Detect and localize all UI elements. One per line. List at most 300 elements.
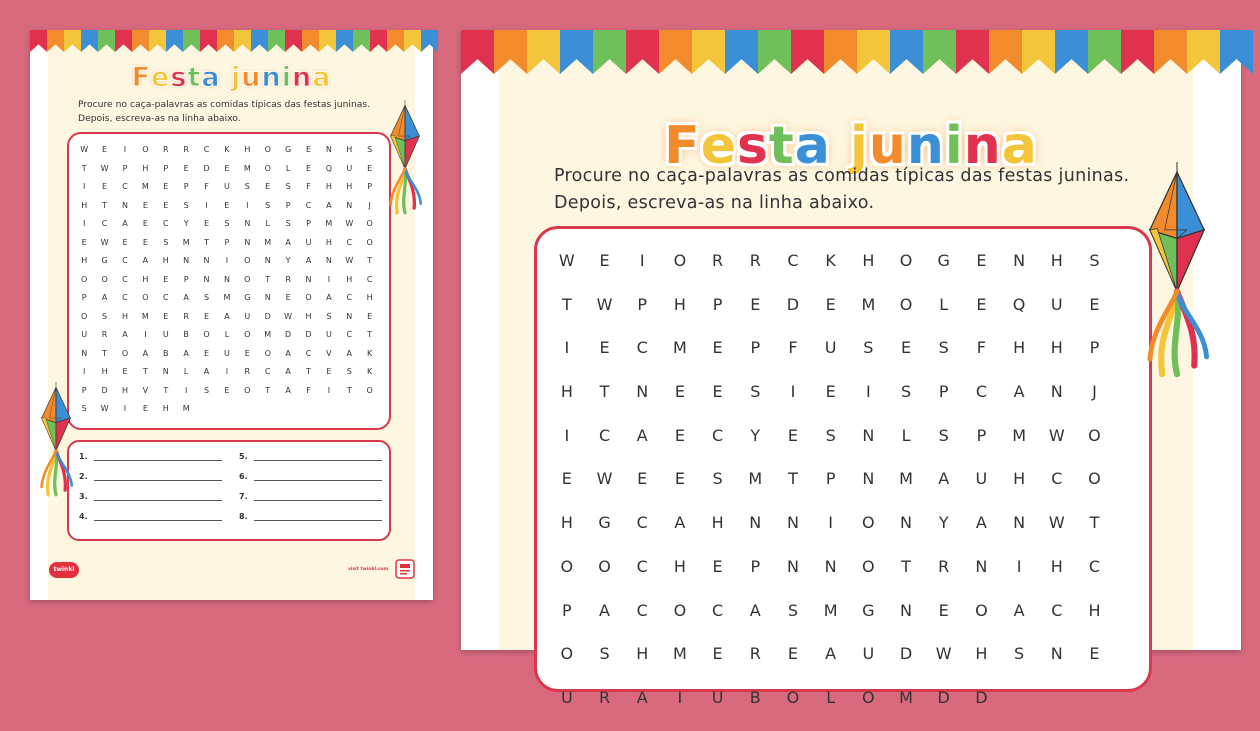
grid-letter[interactable]: H (560, 513, 573, 533)
grid-letter[interactable]: E (122, 367, 128, 376)
grid-letter[interactable]: P (562, 600, 572, 620)
grid-letter[interactable]: M (223, 293, 231, 302)
grid-letter[interactable]: H (1013, 469, 1026, 489)
grid-letter[interactable]: E (367, 163, 373, 173)
grid-letter[interactable]: R (712, 251, 724, 270)
grid-letter[interactable]: O (121, 348, 129, 358)
worksheet-thumbnail[interactable] (30, 30, 433, 600)
grid-letter[interactable]: C (203, 145, 210, 154)
grid-letter[interactable]: W (345, 219, 354, 228)
grid-letter[interactable]: L (826, 687, 836, 707)
grid-letter[interactable]: C (636, 556, 648, 576)
grid-letter[interactable]: D (101, 385, 108, 395)
grid-letter[interactable]: P (183, 274, 189, 284)
grid-letter[interactable]: W (345, 256, 354, 265)
answer-line[interactable] (239, 492, 382, 501)
grid-letter[interactable]: M (899, 687, 913, 707)
grid-letter[interactable]: E (142, 219, 148, 228)
grid-letter[interactable]: H (1088, 600, 1101, 620)
grid-letter[interactable]: A (285, 237, 291, 247)
grid-letter[interactable]: A (183, 293, 189, 302)
grid-letter[interactable]: A (101, 293, 108, 302)
grid-letter[interactable]: M (264, 237, 272, 247)
grid-letter[interactable]: F (306, 385, 311, 395)
grid-letter[interactable]: Y (285, 256, 291, 265)
grid-letter[interactable]: R (244, 367, 251, 376)
grid-letter[interactable]: C (1088, 556, 1101, 576)
grid-letter[interactable]: E (183, 163, 189, 173)
grid-letter[interactable]: H (162, 256, 169, 265)
grid-letter[interactable]: E (900, 338, 912, 358)
grid-letter[interactable]: E (204, 311, 210, 321)
grid-letter[interactable]: E (712, 338, 723, 358)
grid-letter[interactable]: U (162, 330, 169, 339)
grid-letter[interactable]: O (244, 256, 251, 265)
grid-letter[interactable]: S (224, 219, 230, 228)
grid-letter[interactable]: H (366, 293, 373, 302)
grid-letter[interactable]: T (306, 367, 311, 376)
grid-letter[interactable]: A (285, 385, 291, 395)
grid-letter[interactable]: I (564, 338, 570, 358)
grid-letter[interactable]: E (976, 294, 987, 314)
grid-letter[interactable]: D (937, 687, 950, 707)
grid-letter[interactable]: P (712, 294, 723, 314)
grid-letter[interactable]: Y (750, 425, 761, 445)
grid-letter[interactable]: D (899, 644, 913, 664)
grid-letter[interactable]: O (366, 219, 373, 228)
grid-letter[interactable]: E (102, 182, 108, 191)
grid-letter[interactable]: F (204, 182, 209, 191)
grid-letter[interactable]: A (224, 311, 230, 321)
grid-letter[interactable]: T (1089, 513, 1100, 533)
grid-letter[interactable]: A (674, 513, 686, 533)
grid-letter[interactable]: E (674, 425, 685, 445)
grid-letter[interactable]: T (163, 385, 169, 395)
grid-letter[interactable]: P (122, 163, 128, 173)
grid-letter[interactable]: I (327, 274, 331, 284)
grid-letter[interactable]: O (366, 237, 373, 247)
grid-letter[interactable]: M (673, 644, 687, 664)
grid-letter[interactable]: D (285, 330, 292, 339)
grid-letter[interactable]: C (122, 182, 128, 191)
grid-letter[interactable]: A (326, 293, 332, 302)
grid-letter[interactable]: S (326, 311, 332, 321)
grid-letter[interactable]: E (750, 294, 761, 314)
grid-letter[interactable]: P (81, 385, 87, 395)
grid-letter[interactable]: O (862, 513, 875, 533)
grid-letter[interactable]: K (367, 367, 373, 376)
grid-letter[interactable]: D (203, 163, 210, 173)
grid-letter[interactable]: P (81, 293, 87, 302)
grid-letter[interactable]: S (244, 182, 250, 191)
grid-letter[interactable]: I (205, 200, 208, 210)
grid-letter[interactable]: W (1048, 513, 1065, 533)
grid-letter[interactable]: G (862, 600, 875, 620)
grid-letter[interactable]: S (204, 385, 210, 395)
grid-letter[interactable]: E (265, 182, 271, 191)
grid-letter[interactable]: P (637, 294, 648, 314)
grid-letter[interactable]: W (1048, 425, 1065, 445)
grid-letter[interactable]: S (825, 425, 836, 445)
grid-letter[interactable]: M (141, 182, 149, 191)
grid-letter[interactable]: A (122, 330, 128, 339)
grid-letter[interactable]: I (83, 367, 86, 376)
grid-letter[interactable]: P (367, 182, 373, 191)
answer-line[interactable] (239, 472, 382, 481)
grid-letter[interactable]: U (244, 311, 251, 321)
grid-letter[interactable]: H (346, 182, 353, 191)
grid-letter[interactable]: F (976, 338, 986, 358)
grid-letter[interactable]: E (285, 293, 291, 302)
grid-letter[interactable]: C (975, 382, 987, 402)
grid-letter[interactable]: H (101, 367, 108, 376)
grid-letter[interactable]: E (1089, 644, 1100, 664)
grid-letter[interactable]: O (305, 293, 312, 302)
grid-letter[interactable]: K (224, 145, 230, 154)
grid-letter[interactable]: T (599, 382, 610, 402)
grid-letter[interactable]: T (204, 237, 209, 247)
grid-letter[interactable]: H (142, 274, 149, 284)
grid-letter[interactable]: T (102, 348, 108, 358)
grid-letter[interactable]: H (142, 163, 149, 173)
grid-letter[interactable]: E (163, 200, 169, 210)
grid-letter[interactable]: D (305, 330, 312, 339)
grid-letter[interactable]: I (83, 219, 86, 228)
grid-letter[interactable]: N (900, 513, 913, 533)
grid-letter[interactable]: E (122, 237, 128, 247)
grid-letter[interactable]: S (102, 311, 108, 321)
grid-letter[interactable]: O (264, 163, 271, 173)
grid-letter[interactable]: P (306, 219, 311, 228)
grid-letter[interactable]: I (184, 385, 188, 395)
grid-letter[interactable]: O (203, 330, 210, 339)
grid-letter[interactable]: N (244, 219, 251, 228)
grid-letter[interactable]: H (162, 404, 169, 413)
grid-letter[interactable]: I (123, 404, 127, 413)
grid-letter[interactable]: T (81, 163, 87, 173)
grid-letter[interactable]: H (121, 311, 128, 321)
grid-letter[interactable]: O (862, 687, 875, 707)
grid-letter[interactable]: I (639, 251, 645, 270)
grid-letter[interactable]: N (203, 256, 210, 265)
grid-letter[interactable]: H (346, 274, 353, 284)
grid-letter[interactable]: C (264, 367, 271, 376)
grid-letter[interactable]: C (305, 200, 312, 210)
grid-letter[interactable]: O (598, 556, 611, 576)
grid-letter[interactable]: E (787, 644, 799, 664)
grid-letter[interactable]: C (636, 513, 648, 533)
grid-letter[interactable]: O (899, 294, 913, 314)
grid-letter[interactable]: L (183, 367, 189, 376)
grid-letter[interactable]: C (122, 274, 128, 284)
grid-letter[interactable]: M (325, 219, 333, 228)
grid-letter[interactable]: B (749, 687, 761, 707)
grid-letter[interactable]: H (1050, 556, 1063, 576)
grid-letter[interactable]: E (674, 382, 685, 402)
grid-letter[interactable]: T (142, 367, 148, 376)
grid-letter[interactable]: T (265, 385, 271, 395)
grid-letter[interactable]: V (326, 348, 332, 358)
grid-letter[interactable]: M (182, 404, 190, 413)
grid-letter[interactable]: W (596, 469, 613, 489)
grid-letter[interactable]: E (224, 200, 230, 210)
grid-letter[interactable]: E (224, 163, 230, 173)
grid-letter[interactable]: E (787, 425, 799, 445)
grid-letter[interactable]: B (183, 330, 189, 339)
grid-letter[interactable]: O (264, 348, 271, 358)
grid-letter[interactable]: A (142, 348, 149, 358)
grid-letter[interactable]: T (561, 294, 572, 314)
grid-letter[interactable]: E (976, 251, 987, 270)
grid-letter[interactable]: G (285, 145, 292, 154)
grid-letter[interactable]: E (599, 338, 610, 358)
grid-letter[interactable]: E (825, 382, 836, 402)
grid-letter[interactable]: S (712, 469, 723, 489)
grid-letter[interactable]: O (673, 251, 687, 270)
grid-letter[interactable]: C (712, 600, 724, 620)
grid-letter[interactable]: S (1014, 644, 1025, 664)
grid-letter[interactable]: P (825, 469, 836, 489)
grid-letter[interactable]: H (1013, 338, 1026, 358)
grid-letter[interactable]: A (183, 348, 189, 358)
answer-underline[interactable] (254, 452, 382, 461)
grid-letter[interactable]: U (346, 163, 353, 173)
grid-letter[interactable]: I (225, 256, 229, 265)
grid-letter[interactable]: C (162, 293, 169, 302)
grid-letter[interactable]: W (596, 294, 613, 314)
grid-letter[interactable]: H (121, 385, 128, 395)
grid-letter[interactable]: M (899, 469, 913, 489)
grid-letter[interactable]: L (224, 330, 230, 339)
grid-letter[interactable]: R (598, 687, 611, 707)
grid-letter[interactable]: M (141, 311, 149, 321)
grid-letter[interactable]: H (673, 556, 686, 576)
grid-letter[interactable]: E (224, 385, 230, 395)
grid-letter[interactable]: L (901, 425, 911, 445)
grid-letter[interactable]: E (81, 237, 87, 247)
grid-letter[interactable]: O (673, 600, 687, 620)
grid-letter[interactable]: H (325, 182, 332, 191)
grid-letter[interactable]: O (1088, 425, 1101, 445)
grid-letter[interactable]: O (142, 145, 149, 154)
answer-underline[interactable] (254, 472, 382, 481)
grid-letter[interactable]: T (265, 274, 271, 284)
grid-letter[interactable]: O (81, 274, 88, 284)
grid-letter[interactable]: G (937, 251, 950, 270)
grid-letter[interactable]: E (244, 348, 250, 358)
grid-letter[interactable]: C (598, 425, 611, 445)
grid-letter[interactable]: P (750, 556, 761, 576)
grid-letter[interactable]: O (560, 556, 574, 576)
grid-letter[interactable]: I (225, 367, 229, 376)
grid-letter[interactable]: G (101, 256, 108, 265)
answer-line[interactable] (79, 512, 222, 521)
grid-letter[interactable]: E (142, 404, 148, 413)
grid-letter[interactable]: W (558, 251, 575, 270)
grid-letter[interactable]: C (787, 251, 799, 270)
grid-letter[interactable]: N (162, 367, 169, 376)
answer-underline[interactable] (94, 492, 222, 501)
grid-letter[interactable]: C (122, 256, 128, 265)
grid-letter[interactable]: E (204, 348, 210, 358)
grid-letter[interactable]: A (825, 644, 837, 664)
grid-letter[interactable]: A (636, 687, 648, 707)
grid-letter[interactable]: I (1016, 556, 1022, 576)
grid-letter[interactable]: W (100, 404, 109, 413)
grid-letter[interactable]: L (939, 294, 949, 314)
grid-letter[interactable]: N (1050, 644, 1063, 664)
worksheet-preview[interactable] (461, 30, 1241, 707)
grid-letter[interactable]: M (1012, 425, 1026, 445)
grid-letter[interactable]: A (1013, 600, 1025, 620)
grid-letter[interactable]: O (366, 385, 373, 395)
grid-letter[interactable]: M (823, 600, 838, 620)
grid-letter[interactable]: R (101, 330, 108, 339)
grid-letter[interactable]: S (599, 644, 610, 664)
grid-letter[interactable]: A (346, 348, 353, 358)
grid-letter[interactable]: A (326, 200, 332, 210)
grid-letter[interactable]: A (305, 256, 312, 265)
grid-letter[interactable]: C (162, 219, 169, 228)
grid-letter[interactable]: D (975, 687, 988, 707)
grid-letter[interactable]: L (285, 163, 291, 173)
answer-underline[interactable] (94, 452, 222, 461)
grid-letter[interactable]: S (163, 237, 169, 247)
answer-underline[interactable] (94, 512, 222, 521)
grid-letter[interactable]: U (560, 687, 573, 707)
grid-letter[interactable]: S (863, 338, 874, 358)
grid-letter[interactable]: A (1013, 382, 1025, 402)
grid-letter[interactable]: C (1051, 469, 1063, 489)
grid-letter[interactable]: E (163, 274, 169, 284)
grid-letter[interactable]: W (100, 163, 109, 173)
grid-letter[interactable]: S (938, 338, 949, 358)
grid-letter[interactable]: N (862, 425, 875, 445)
grid-letter[interactable]: S (787, 600, 799, 620)
grid-letter[interactable]: E (712, 382, 723, 402)
grid-letter[interactable]: R (162, 145, 169, 154)
grid-letter[interactable]: C (636, 338, 648, 358)
grid-letter[interactable]: R (938, 556, 950, 576)
grid-letter[interactable]: M (861, 294, 876, 314)
grid-letter[interactable]: A (142, 256, 149, 265)
grid-letter[interactable]: K (825, 251, 836, 270)
grid-letter[interactable]: H (1050, 251, 1063, 270)
grid-letter[interactable]: I (246, 200, 249, 210)
grid-letter[interactable]: E (561, 469, 572, 489)
grid-letter[interactable]: U (224, 348, 230, 358)
grid-letter[interactable]: P (1089, 338, 1100, 358)
grid-letter[interactable]: C (122, 293, 128, 302)
grid-letter[interactable]: N (862, 469, 875, 489)
grid-letter[interactable]: C (346, 293, 353, 302)
grid-letter[interactable]: P (163, 163, 169, 173)
grid-letter[interactable]: D (786, 294, 800, 314)
grid-letter[interactable]: R (183, 145, 189, 154)
grid-letter[interactable]: H (81, 256, 88, 265)
grid-letter[interactable]: S (750, 382, 761, 402)
grid-letter[interactable]: S (265, 200, 271, 210)
grid-letter[interactable]: E (305, 163, 312, 173)
answer-underline[interactable] (254, 512, 382, 521)
grid-letter[interactable]: P (183, 182, 189, 191)
grid-letter[interactable]: E (674, 469, 685, 489)
grid-letter[interactable]: N (325, 145, 332, 154)
grid-letter[interactable]: R (749, 644, 761, 664)
grid-letter[interactable]: C (1051, 600, 1063, 620)
grid-letter[interactable]: P (224, 237, 230, 247)
grid-letter[interactable]: T (788, 469, 798, 489)
grid-letter[interactable]: H (81, 200, 88, 210)
grid-letter[interactable]: P (285, 200, 291, 210)
grid-letter[interactable]: S (183, 200, 189, 210)
grid-letter[interactable]: N (1050, 382, 1063, 402)
grid-letter[interactable]: E (367, 311, 373, 321)
grid-letter[interactable]: S (285, 219, 291, 228)
grid-letter[interactable]: A (749, 600, 761, 620)
grid-letter[interactable]: E (938, 600, 949, 620)
grid-letter[interactable]: N (636, 382, 649, 402)
grid-letter[interactable]: R (749, 251, 761, 270)
grid-letter[interactable]: E (1089, 294, 1100, 314)
grid-letter[interactable]: N (786, 513, 799, 533)
grid-letter[interactable]: U (325, 330, 332, 339)
grid-letter[interactable]: C (346, 330, 353, 339)
grid-letter[interactable]: H (636, 644, 649, 664)
grid-letter[interactable]: A (285, 367, 291, 376)
grid-letter[interactable]: W (935, 644, 952, 664)
grid-letter[interactable]: N (346, 311, 353, 321)
grid-letter[interactable]: H (305, 311, 312, 321)
grid-letter[interactable]: E (102, 145, 108, 154)
grid-letter[interactable]: P (938, 382, 949, 402)
grid-letter[interactable]: C (101, 219, 108, 228)
grid-letter[interactable]: E (712, 556, 723, 576)
grid-letter[interactable]: N (749, 513, 762, 533)
grid-letter[interactable]: O (142, 293, 149, 302)
grid-letter[interactable]: E (326, 367, 332, 376)
grid-letter[interactable]: F (306, 182, 311, 191)
grid-letter[interactable]: O (1088, 469, 1101, 489)
grid-letter[interactable]: S (900, 382, 912, 402)
grid-letter[interactable]: E (142, 237, 148, 247)
grid-letter[interactable]: M (748, 469, 763, 489)
grid-letter[interactable]: H (244, 145, 251, 154)
grid-letter[interactable]: E (599, 251, 610, 270)
grid-letter[interactable]: N (305, 274, 312, 284)
grid-letter[interactable]: S (938, 425, 949, 445)
grid-letter[interactable]: N (244, 237, 251, 247)
grid-letter[interactable]: A (599, 600, 610, 620)
grid-letter[interactable]: I (327, 385, 331, 395)
grid-letter[interactable]: R (285, 274, 291, 284)
grid-letter[interactable]: C (305, 348, 312, 358)
grid-letter[interactable]: P (750, 338, 761, 358)
grid-letter[interactable]: N (325, 256, 332, 265)
grid-letter[interactable]: I (865, 382, 871, 402)
grid-letter[interactable]: V (142, 385, 149, 395)
grid-letter[interactable]: N (264, 256, 271, 265)
grid-letter[interactable]: I (83, 182, 86, 191)
answer-line[interactable] (239, 452, 382, 461)
grid-letter[interactable]: N (223, 274, 230, 284)
grid-letter[interactable]: N (203, 274, 210, 284)
grid-letter[interactable]: U (975, 469, 988, 489)
grid-letter[interactable]: J (368, 200, 371, 210)
grid-letter[interactable]: O (560, 644, 574, 664)
grid-letter[interactable]: U (81, 330, 88, 339)
grid-letter[interactable]: O (244, 330, 251, 339)
